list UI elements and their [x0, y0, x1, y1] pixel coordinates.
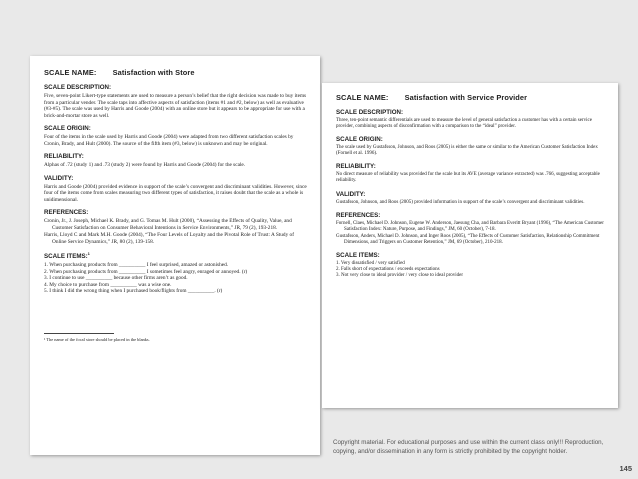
reference-item: Cronin, Jr., J. Joseph, Michael K. Brady, and G. Tomas M. Hult (2000), “Assessing the Effects of Quality, Value, and Customer Satisfaction on Consumer Behavioral Intentions in Service Environments,” JR, 79 (2), 193-218. — [44, 218, 292, 231]
scale-items-list — [336, 261, 606, 279]
reliability-heading: RELIABILITY: — [44, 153, 84, 160]
scale-item: 3. Not very close to ideal provider / very close to ideal provider — [336, 273, 464, 279]
origin-text: The scale used by Gustafsson, Johnson, and Roos (2005) is either the same or similar to the American Customer Satisfaction Index (Fornell et al. 1996). — [336, 145, 598, 157]
scale-sheet-service-provider — [322, 83, 618, 408]
origin-heading: SCALE ORIGIN: — [44, 125, 91, 132]
footnote-divider — [44, 333, 114, 334]
description-text: Five, seven-point Likert-type statements are used to measure a person’s belief that the right decision was made to buy items from a particular vender. The scale taps into affective aspects of satisfaction (items #1 and #2, below) as well as evaluative (#3-#5). The scale was used by Harris and Goode (2004) with an online store but it appears to be appropriate for use with a brick-and-mortar store as well. — [44, 93, 307, 119]
reference-item: Harris, Lloyd C and Mark M.H. Goode (2004), “The Four Levels of Loyalty and the Pivotal Role of Trust: A Study of Online Service Dynamics,” JR, 80 (2), 139-158. — [44, 232, 294, 245]
copyright-notice: Copyright material. For educational purposes and use within the current class only!!! Reproduction, copying, and/or dissemination in any form is strictly prohibited by the copyright holder. — [333, 439, 604, 456]
scale-item: 1. When purchasing products from __________ I feel surprised, amazed or astonished. — [44, 262, 229, 269]
scale-name-heading — [336, 93, 606, 102]
scale-item: 3. I continue to use __________ because other firms aren’t as good. — [44, 275, 188, 282]
scale-items-list — [44, 262, 307, 295]
footnote-marker: 1 — [87, 251, 90, 256]
items-heading: SCALE ITEMS: — [336, 252, 380, 260]
scale-item: 5. I think I did the wrong thing when I purchased book/flights from __________. (r) — [44, 288, 223, 295]
scale-item: 4. My choice to purchase from __________ was a wise one. — [44, 281, 172, 288]
references-heading: REFERENCES: — [336, 211, 381, 219]
scale-item: 2. When purchasing products from __________ I sometimes feel angry, enraged or annoyed. (r) — [44, 268, 248, 275]
origin-text: Four of the items in the scale used by Harris and Goode (2004) were adapted from two different satisfaction scales by Cronin, Brady, and Hult (2000). The source of the fifth item (#3, below) is unknown and may be original. — [44, 134, 294, 147]
description-heading: SCALE DESCRIPTION: — [44, 84, 112, 91]
scale-name-heading — [44, 68, 307, 77]
reference-item: Fornell, Claes, Michael D. Johnson, Eugene W. Anderson, Jaesung Cha, and Barbara Everitt Bryant (1996), “The American Customer Satisfaction Index: Nature, Purpose, and Findings,” JM, 60 (October), 7-18. — [336, 220, 604, 232]
origin-heading: SCALE ORIGIN: — [336, 136, 383, 144]
scale-name-title: Satisfaction with Store — [112, 68, 195, 77]
reliability-text: No direct measure of reliability was provided for the scale but its AVE (average variance extracted) was .766, suggesting acceptable reliability. — [336, 172, 600, 184]
description-text: Three, ten-point semantic differentials are used to measure the level of general satisfaction a customer has with a certain service provider, combining aspects of disconfirmation with a comparison to the “ideal” provider. — [336, 118, 592, 130]
scale-name-label: SCALE NAME: — [336, 93, 389, 102]
reference-item: Gustafsson, Anders, Michael D. Johnson, and Inger Roos (2005), “The Effects of Customer Satisfaction, Relationship Commitment Dimensions, and Triggers on Customer Retention,” JM, 69 (October), 210-218. — [336, 233, 600, 245]
references-heading: REFERENCES: — [44, 209, 89, 216]
validity-heading: VALIDITY: — [336, 190, 366, 198]
validity-text: Gustafsson, Johnson, and Roos (2005) provided information in support of the scale’s convergent and discriminant validities. — [336, 199, 585, 205]
validity-text: Harris and Goode (2004) provided evidence in support of the scale’s convergent and discriminant validities. However, since four of the items come from scales measuring two different types of satisfaction, it raises doubt that the scale as a whole is unidimensional. — [44, 183, 307, 203]
reliability-text: Alphas of .72 (study 1) and .73 (study 2) were found by Harris and Goode (2004) for the scale. — [44, 162, 246, 168]
scale-name-label: SCALE NAME: — [44, 68, 97, 77]
scale-item: 2. Falls short of expectations / exceeds expectations — [336, 267, 440, 273]
slide-number: 145 — [619, 464, 632, 473]
description-heading: SCALE DESCRIPTION: — [336, 109, 404, 116]
scale-item: 1. Very dissatisfied / very satisfied — [336, 261, 405, 267]
validity-heading: VALIDITY: — [44, 174, 74, 182]
footnote: ¹ The name of the focal store should be placed in the blanks. — [44, 336, 150, 342]
reliability-heading: RELIABILITY: — [336, 163, 376, 171]
items-heading-label: SCALE ITEMS: — [44, 253, 88, 261]
scale-name-title: Satisfaction with Service Provider — [404, 93, 528, 102]
items-heading — [44, 251, 307, 260]
scale-sheet-store — [30, 56, 320, 455]
